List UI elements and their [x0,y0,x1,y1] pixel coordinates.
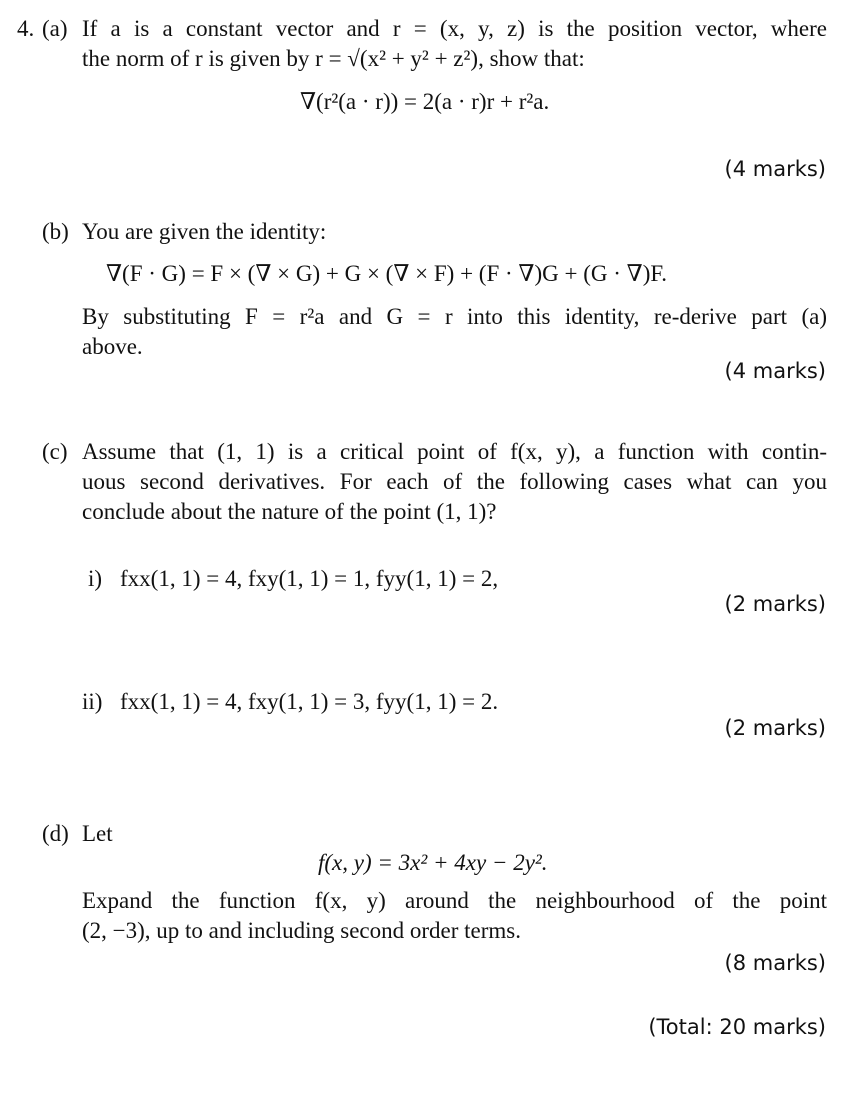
part-c-i-label: i) [88,566,103,591]
part-b-marks: (4 marks) [724,359,826,383]
part-b-intro: You are given the identity: [82,219,327,244]
part-c-ii-label: ii) [82,689,103,714]
part-d-marks: (8 marks) [724,951,826,975]
total-marks: (Total: 20 marks) [648,1015,826,1039]
part-d-line2: (2, −3), up to and including second order terms. [82,918,522,943]
part-b-identity: ∇(F · G) = F × (∇ × G) + G × (∇ × F) + (F · ∇)G + (G · ∇)F. [106,261,668,286]
part-d-line1: Expand the function f(x, y) around the neighbourhood of the point [82,888,827,913]
part-d-intro: Let [82,821,113,846]
part-c-line2: uous second derivatives. For each of the following cases what can you [82,469,827,494]
part-a-line2: the norm of r is given by r = √(x² + y² + z²), show that: [82,46,585,71]
part-b-label: (b) [42,219,69,244]
part-c-i-text: fxx(1, 1) = 4, fxy(1, 1) = 1, fyy(1, 1) = 2, [120,566,499,591]
part-a-equation: ∇(r²(a · r)) = 2(a · r)r + r²a. [300,89,550,114]
part-a-label: (a) [42,16,68,41]
part-d-label: (d) [42,821,69,846]
part-d-equation: f(x, y) = 3x² + 4xy − 2y². [318,850,548,875]
part-a-marks: (4 marks) [724,157,826,181]
part-a-line1: If a is a constant vector and r = (x, y, z) is the position vector, where [82,16,827,41]
part-c-line1: Assume that (1, 1) is a critical point of f(x, y), a function with contin- [82,439,827,464]
part-b-line2: above. [82,334,143,359]
question-number: 4. [17,16,35,41]
part-c-label: (c) [42,439,68,464]
part-b-line1: By substituting F = r²a and G = r into this identity, re-derive part (a) [82,304,827,329]
part-c-ii-text: fxx(1, 1) = 4, fxy(1, 1) = 3, fyy(1, 1) = 2. [120,689,499,714]
part-c-i-marks: (2 marks) [724,592,826,616]
part-c-line3: conclude about the nature of the point (1, 1)? [82,499,497,524]
part-c-ii-marks: (2 marks) [724,716,826,740]
